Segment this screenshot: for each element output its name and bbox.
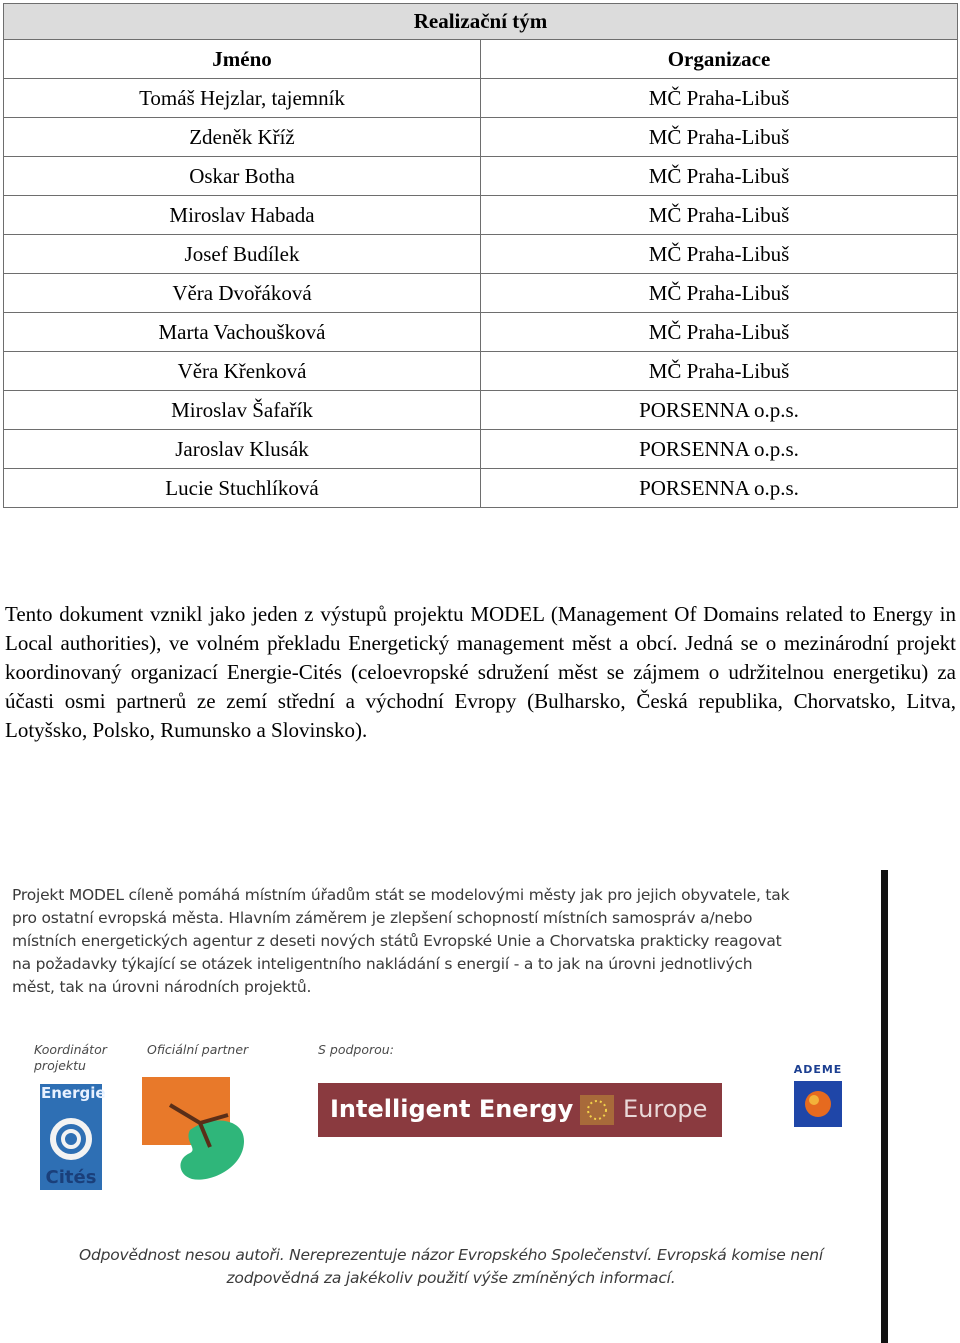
member-name: Zdeněk Kříž [4,118,481,157]
member-name: Miroslav Habada [4,196,481,235]
support-label: S podporou: [318,1042,394,1057]
member-organization: MČ Praha-Libuš [481,196,958,235]
column-header-organization: Organizace [481,40,958,79]
member-name: Jaroslav Klusák [4,430,481,469]
intro-paragraph: Tento dokument vznikl jako jeden z výstupů projektu MODEL (Management Of Domains related to Energy in Local authorities), ve volném překladu Energetický management měst a obcí. Jedná se o mezinárodní projekt koordinovaný organizací Energie-Cités (celoevropské sdružení měst se zájmem o udržitelnou energetiku) za účasti osmi partnerů ze zemí střední a východní Evropy (Bulharsko, Česká republika, Chorvatsko, Litva, Lotyšsko, Polsko, Rumunsko a Slovinsko). [5,602,956,742]
column-header-name: Jméno [4,40,481,79]
table-row [4,196,958,235]
member-name: Marta Vachoušková [4,313,481,352]
table-row [4,157,958,196]
member-name: Miroslav Šafařík [4,391,481,430]
banner-line: místních energetických agentur z deseti nových států Evropské Unie a Chorvatska prakticky reagovat [12,932,782,950]
ademe-logo [790,1063,846,1129]
table-row [4,274,958,313]
team-rows [4,79,958,508]
member-name: Tomáš Hejzlar, tajemník [4,79,481,118]
table-title-row [4,4,958,40]
table-title: Realizační tým [4,4,958,40]
table-row [4,118,958,157]
table-row [4,391,958,430]
banner-line: pro ostatní evropská města. Hlavním záměrem je zlepšení schopností místních samospráv a/nebo [12,909,753,927]
table-row [4,313,958,352]
member-name: Věra Křenková [4,352,481,391]
member-name: Oskar Botha [4,157,481,196]
member-name: Věra Dvořáková [4,274,481,313]
ademe-globe-icon [790,1063,846,1129]
ie-logo-text: Intelligent Energy [330,1095,574,1123]
energie-logo-text: Energie [41,1084,106,1102]
energie-cites-logo [40,1084,106,1190]
banner-text [12,884,884,999]
disclaimer-line: zodpovědná za jakékoliv použití výše zmíněných informací. [226,1269,676,1287]
member-organization: MČ Praha-Libuš [481,352,958,391]
model-project-banner [0,870,960,1343]
official-partner-logo [140,1075,250,1185]
member-name: Josef Budílek [4,235,481,274]
member-organization: MČ Praha-Libuš [481,118,958,157]
member-organization: MČ Praha-Libuš [481,157,958,196]
banner-vertical-rule [881,870,888,1343]
banner-line: na požadavky týkající se otázek inteligentního nakládání s energií - a to jak na úrovni jednotlivých [12,955,753,973]
eu-stars-icon [580,1095,614,1125]
table-row [4,352,958,391]
table-row [4,469,958,508]
coordinator-label [34,1042,114,1074]
member-organization: MČ Praha-Libuš [481,235,958,274]
table-row [4,430,958,469]
member-name: Lucie Stuchlíková [4,469,481,508]
member-organization: PORSENNA o.p.s. [481,430,958,469]
coordinator-label-line: projektu [34,1058,86,1073]
member-organization: PORSENNA o.p.s. [481,391,958,430]
ademe-logo-text: ADEME [793,1063,843,1076]
banner-line: měst, tak na úrovni národních projektů. [12,978,312,996]
disclaimer [26,1244,876,1290]
team-table [3,3,958,508]
member-organization: PORSENNA o.p.s. [481,469,958,508]
member-organization: MČ Praha-Libuš [481,274,958,313]
member-organization: MČ Praha-Libuš [481,79,958,118]
disclaimer-line: Odpovědnost nesou autoři. Nereprezentuje názor Evropského Společenství. Evropská komise není [78,1246,824,1264]
intelligent-energy-europe-logo [318,1083,722,1137]
member-organization: MČ Praha-Libuš [481,313,958,352]
table-row [4,235,958,274]
ie-logo-europe-text: Europe [623,1095,708,1123]
coordinator-label-line: Koordinátor [34,1042,107,1057]
column-header-row [4,40,958,79]
official-partner-label: Oficiální partner [147,1042,249,1057]
banner-line: Projekt MODEL cíleně pomáhá místním úřadům stát se modelovými městy jak pro jejich obyvatele, tak [12,886,790,904]
cites-logo-text: Cités [45,1167,97,1188]
table-row [4,79,958,118]
